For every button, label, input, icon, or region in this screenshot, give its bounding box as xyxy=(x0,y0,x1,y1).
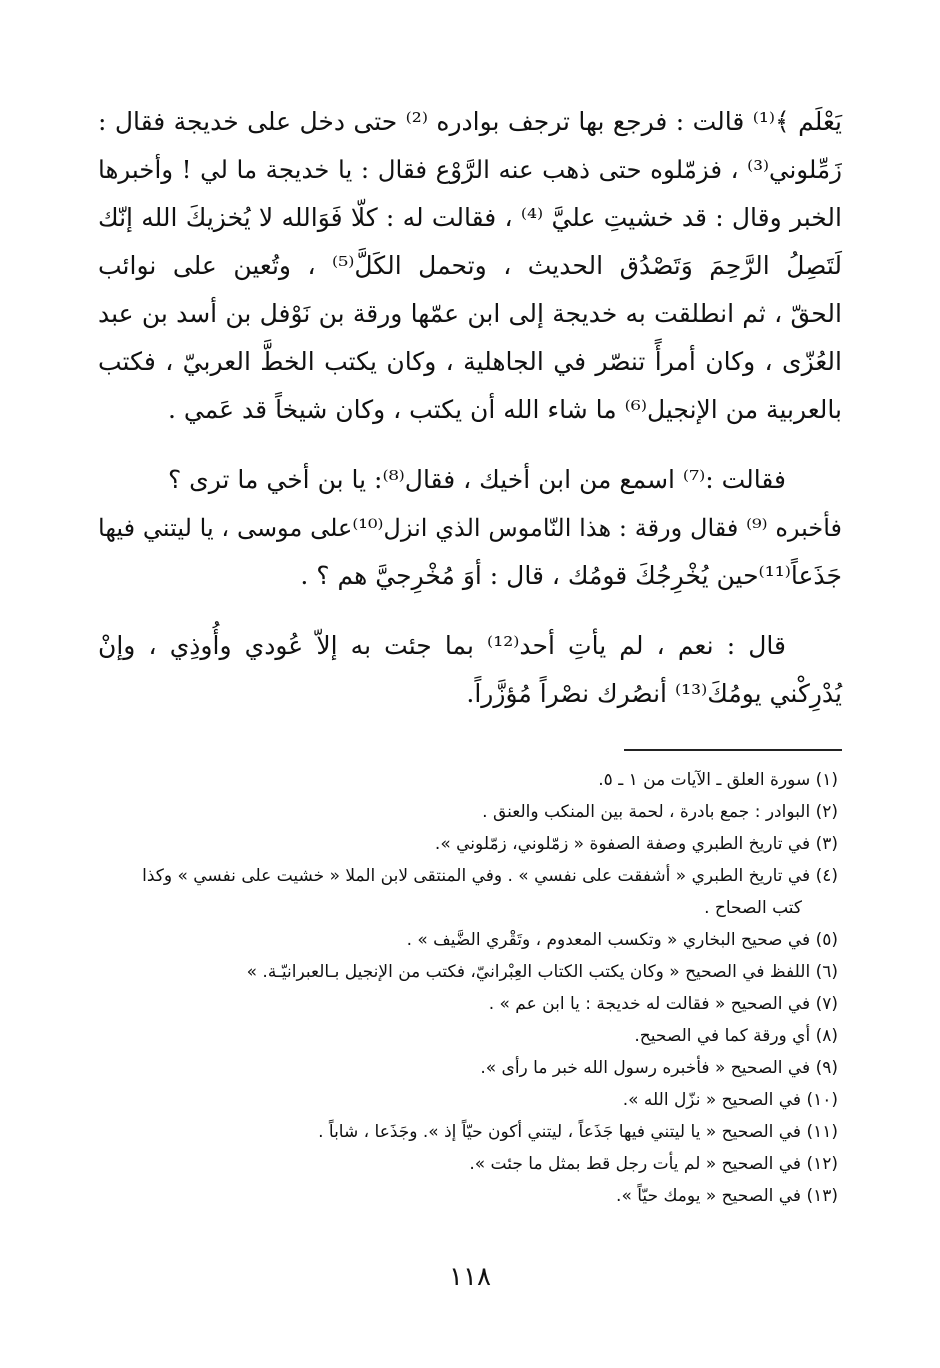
footnote: (٩) في الصحيح « فأخبره رسول الله خبر ما رأى ». xyxy=(480,1058,838,1078)
footnote: (٦) اللفظ في الصحيح « وكان يكتب الكتاب العِبْرانيّ، فكتب من الإنجيل بـالعبرانيّـة. » xyxy=(246,962,838,982)
text-line: العُزّى ، وكان أمرأً تنصّر في الجاهلية ، وكان يكتب الخطَّ العربيّ ، فكتب xyxy=(98,347,842,376)
footnote-separator xyxy=(624,749,842,751)
text-line: الحقّ ، ثم انطلقت به خديجة إلى ابن عمّها ورقة بن نَوْفل بن أسد بن عبد xyxy=(98,299,842,328)
text-line: فأخبره ⁽⁹⁾ فقال ورقة : هذا النّاموس الذي انزل⁽¹⁰⁾على موسى ، يا ليتني فيها xyxy=(98,514,843,542)
footnote: (١٢) في الصحيح « لم يأت رجل قط بمثل ما جئت ». xyxy=(469,1154,838,1174)
footnote: (٥) في صحيح البخاري « وتكسب المعدوم ، وتَقْري الضَّيف » . xyxy=(406,930,838,950)
footnote: (١١) في الصحيح « يا ليتني فيها جَذَعاً ، ليتني أكون حيّاً إذ ». وجَذَعا ، شاباً . xyxy=(318,1122,838,1142)
text-line: بالعربية من الإنجيل⁽⁶⁾ ما شاء الله أن يكتب ، وكان شيخاً قد عَمي . xyxy=(168,395,842,424)
text-line: جَذَعاً⁽¹¹⁾حين يُخْرِجُكَ قومُك ، قال : أوَ مُخْرِجيَّ هم ؟ . xyxy=(300,561,842,590)
footnote: (٢) البوادر : جمع بادرة ، لحمة بين المنكب والعنق . xyxy=(482,802,838,822)
footnote: (٧) في الصحيح « فقالت له خديجة : يا ابن عم » . xyxy=(488,994,838,1014)
page-number: ١١٨ xyxy=(449,1262,491,1292)
text-line: فقالت :⁽⁷⁾ اسمع من ابن أخيك ، فقال⁽⁸⁾: يا بن أخي ما ترى ؟ xyxy=(167,465,786,494)
paragraph-1 xyxy=(98,98,842,434)
paragraph-2 xyxy=(98,456,842,600)
main-text xyxy=(98,98,842,718)
footnote: (١٣) في الصحيح « يومك حيّاً ». xyxy=(616,1186,838,1206)
footnotes xyxy=(100,764,838,1212)
paragraph-3 xyxy=(98,622,842,718)
text-line: الخبر وقال : قد خشيتِ عليَّ ⁽⁴⁾ ، فقالت له : كلّا فَوَالله لا يُخزيكَ الله إنّك xyxy=(98,203,842,232)
text-line: يُدْرِكْني يومُكَ⁽¹³⁾ أنصُرك نصْراً مُؤزَّراً. xyxy=(466,679,842,708)
footnote-continuation: كتب الصحاح . xyxy=(704,898,802,918)
footnote: (١٠) في الصحيح « نزّل الله ». xyxy=(622,1090,838,1110)
text-line: يَعْلَم ﴾⁽¹⁾ قالت : فرجع بها ترجف بوادره ⁽²⁾ حتى دخل على خديجة فقال : xyxy=(98,107,843,136)
text-line: زَمِّلوني⁽³⁾ ، فزمّلوه حتى ذهب عنه الرَّوْع فقال : يا خديجة ما لي ! وأخبرها xyxy=(98,155,842,184)
footnote: (١) سورة العلق ـ الآيات من ١ ـ ٥. xyxy=(598,770,838,790)
text-line: قال : نعم ، لم يأتِ أحد⁽¹²⁾ بما جئت به إلاّ عُودي وأُوذِي ، وإنْ xyxy=(98,631,786,660)
footnote: (٤) في تاريخ الطبري « أشفقت على نفسي » . وفي المنتقى لابن الملا « خشيت على نفسي » وكذا xyxy=(142,866,838,886)
text-line: لَتَصِلُ الرَّحِمَ وَتَصْدُق الحديث ، وتحمل الكَلَّ⁽⁵⁾ ، وتُعين على نوائب xyxy=(98,251,842,280)
footnote: (٣) في تاريخ الطبري وصفة الصفوة « زمّلوني، زمّلوني ». xyxy=(434,834,838,854)
footnote: (٨) أي ورقة كما في الصحيح. xyxy=(634,1026,838,1046)
